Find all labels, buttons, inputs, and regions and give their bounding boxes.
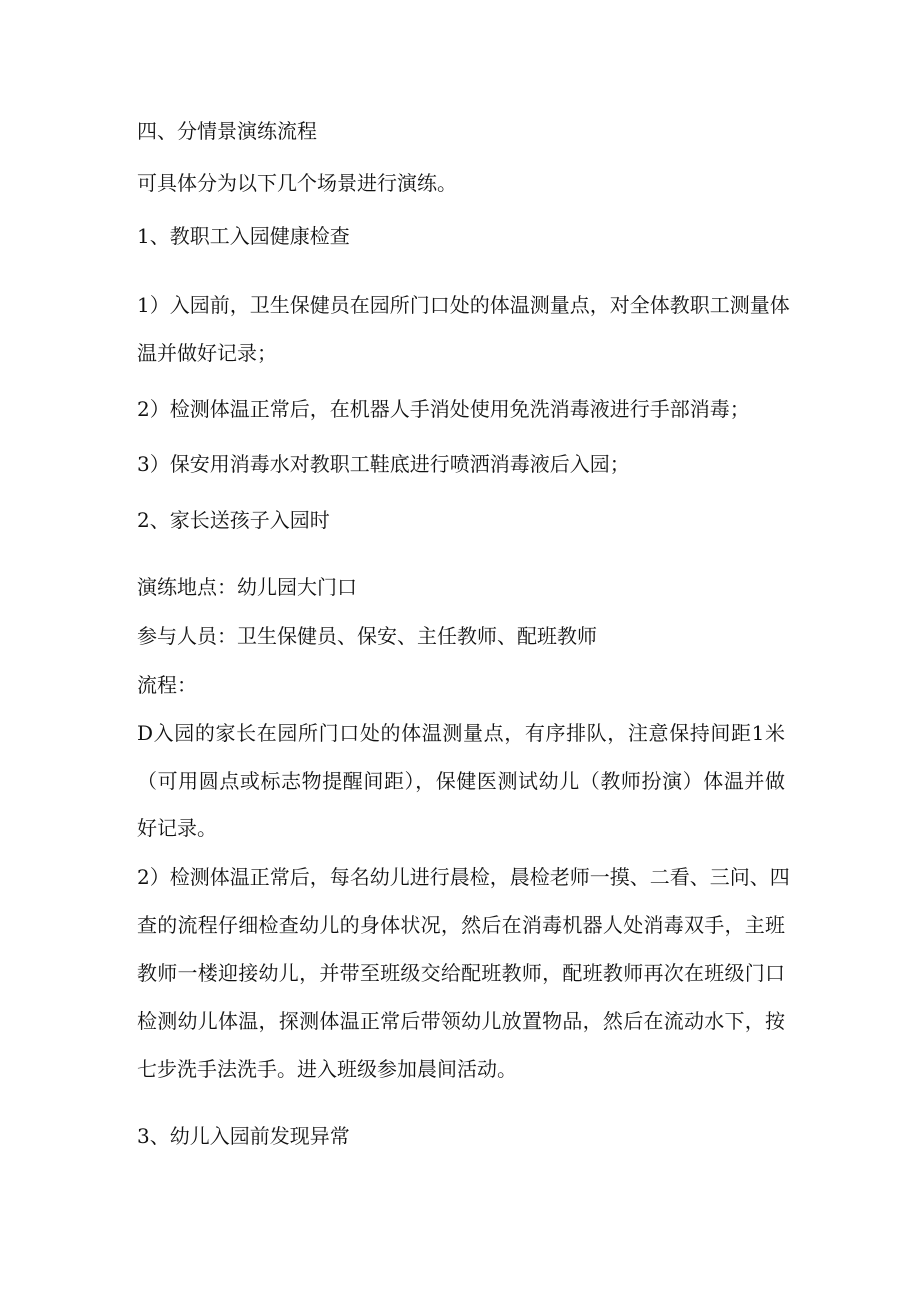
scene2-location: 演练地点：幼儿园大门口: [137, 575, 357, 599]
scene2-step2-line3: 教师一楼迎接幼儿，并带至班级交给配班教师，配班教师再次在班级门口: [137, 961, 785, 985]
scene2-step2-line2: 查的流程仔细检查幼儿的身体状况，然后在消毒机器人处消毒双手，主班: [137, 913, 785, 937]
scene2-step2-line4: 检测幼儿体温，探测体温正常后带领幼儿放置物品，然后在流动水下，按: [137, 1009, 785, 1033]
scene2-step2-line5: 七步洗手法洗手。进入班级参加晨间活动。: [137, 1057, 517, 1081]
scene2-process-label: 流程：: [137, 673, 197, 697]
scene2-title: 2、家长送孩子入园时: [137, 508, 330, 532]
scene2-step1-line3: 好记录。: [137, 816, 217, 840]
scene2-step2-line1: 2）检测体温正常后，每名幼儿进行晨检，晨检老师一摸、二看、三问、四: [137, 865, 790, 889]
section-heading: 四、分情景演练流程: [137, 119, 317, 143]
scene1-step2: 2）检测体温正常后，在机器人手消处使用免洗消毒液进行手部消毒；: [137, 397, 750, 421]
scene3-title: 3、幼儿入园前发现异常: [137, 1124, 350, 1148]
scene1-step1-line1: 1）入园前，卫生保健员在园所门口处的体温测量点，对全体教职工测量体: [137, 293, 790, 317]
scene2-participants: 参与人员：卫生保健员、保安、主任教师、配班教师: [137, 624, 597, 648]
scene1-step1-line2: 温并做好记录；: [137, 341, 277, 365]
scene1-step3: 3）保安用消毒水对教职工鞋底进行喷洒消毒液后入园；: [137, 452, 630, 476]
scene2-step1-line2: （可用圆点或标志物提醒间距），保健医测试幼儿（教师扮演）体温并做: [137, 769, 785, 793]
scene2-step1-line1: D入园的家长在园所门口处的体温测量点，有序排队，注意保持间距1米: [137, 721, 785, 745]
scene1-title: 1、教职工入园健康检查: [137, 224, 350, 248]
intro-text: 可具体分为以下几个场景进行演练。: [137, 171, 457, 195]
